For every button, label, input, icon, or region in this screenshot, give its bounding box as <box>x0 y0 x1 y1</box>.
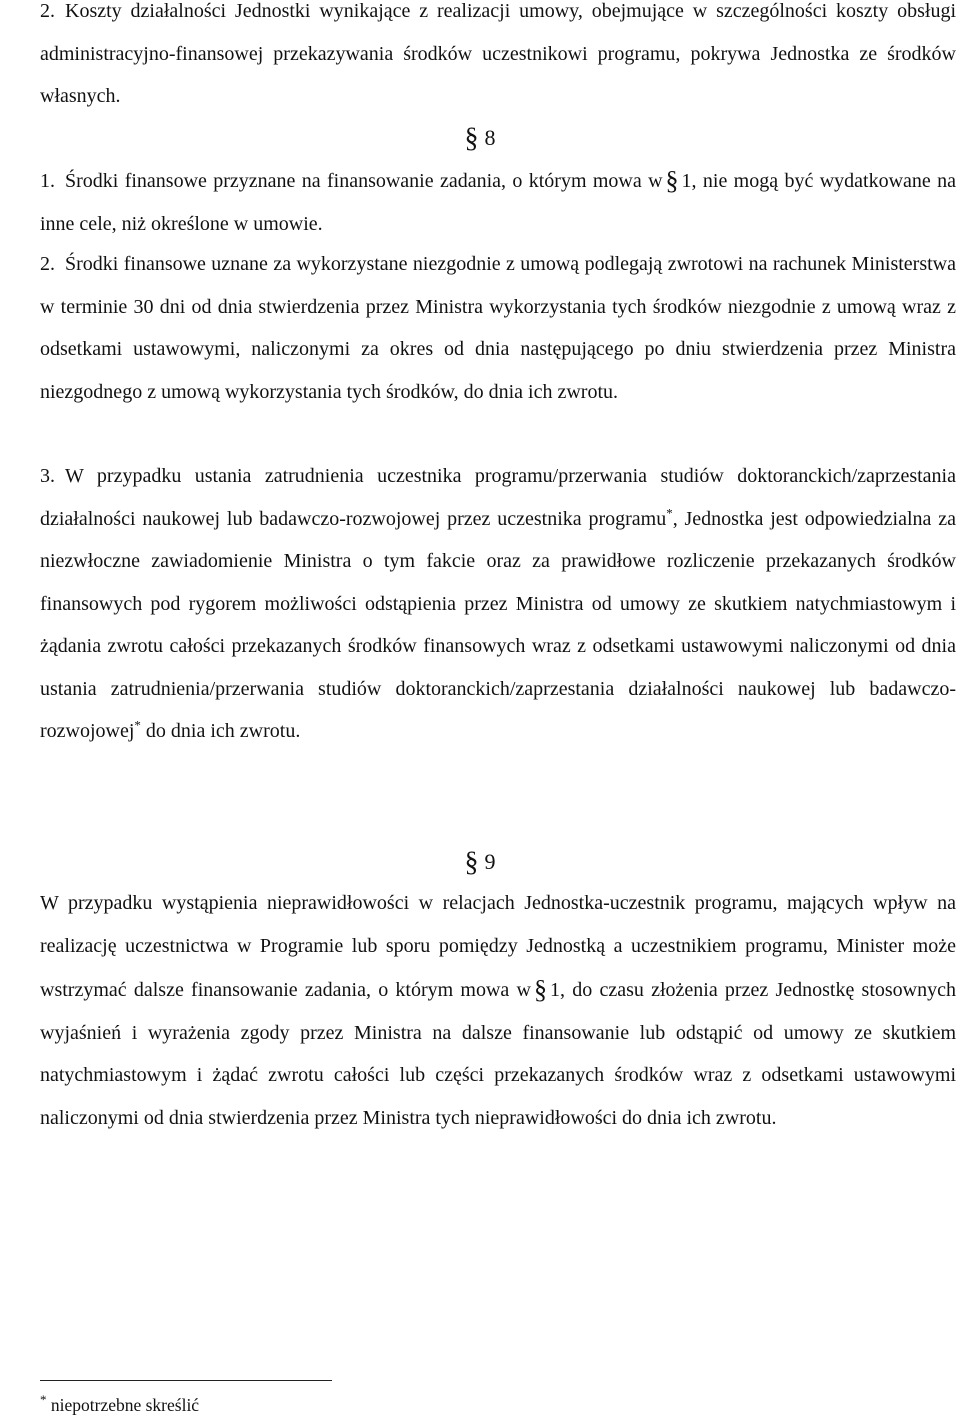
paragraph-text-b: , Jednostka jest odpowiedzialna za niezwłoczne zawiadomienie Ministra o tym fakcie oraz za prawidłowe rozliczenie przekazanych środków finansowych pod rygorem możliwości odstąpienia przez Ministra od umowy ze skutkiem natychmiastowym i żądania zwrotu całości przekazanych środków finansowych wraz z odsetkami ustawowymi naliczonymi od dnia ustania zatrudnienia/przerwania studiów doktoranckich/zaprzestania działalności naukowej lub badawczo-rozwojowej <box>40 507 956 742</box>
footnote <box>40 1393 199 1417</box>
footnote-separator <box>40 1380 332 1381</box>
paragraph-number: 2. <box>40 0 55 22</box>
paragraph-text-c: do dnia ich zwrotu. <box>140 720 301 742</box>
footnote-text: niepotrzebne skreślić <box>50 1395 200 1415</box>
section-9-heading <box>0 846 960 877</box>
paragraph-text-a: Środki finansowe przyznane na finansowanie zadania, o którym mowa w <box>65 170 663 192</box>
paragraph-number: 1. <box>40 170 55 192</box>
paragraph-number: 3. <box>40 465 55 487</box>
paragraph-text-b: 1, do czasu złożenia przez Jednostkę stosownych wyjaśnień i wyrażenia zgody przez Ministra na dalsze finansowanie lub odstąpić od umowy ze skutkiem natychmiastowym i żądać zwrotu całości lub części przekazanych środków wraz z odsetkami ustawowymi naliczonymi od dnia stwierdzenia przez Ministra tych nieprawidłowości do dnia ich zwrotu. <box>40 979 956 1129</box>
paragraph-2-costs <box>40 0 956 118</box>
footnote-marker: * <box>134 717 141 733</box>
paragraph-8-2 <box>40 243 956 413</box>
paragraph-text: Koszty działalności Jednostki wynikające z realizacji umowy, obejmujące w szczególności koszty obsługi administracyjno-finansowej przekazywania środków uczestnikowi programu, pokrywa Jednostka ze środków własnych. <box>40 0 956 107</box>
paragraph-number: 2. <box>40 253 55 275</box>
section-symbol: § <box>533 975 547 1004</box>
section-number: 9 <box>484 849 496 874</box>
paragraph-text: Środki finansowe uznane za wykorzystane niezgodnie z umową podlegają zwrotowi na rachunek Ministerstwa w terminie 30 dni od dnia stwierdzenia przez Ministra wykorzystania tych środków niezgodnie z umową wraz z odsetkami ustawowymi, naliczonymi za okres od dnia następującego po dniu stwierdzenia przez Ministra niezgodnego z umową wykorzystania tych środków, do dnia ich zwrotu. <box>40 253 956 403</box>
paragraph-text-a: W przypadku wystąpienia nieprawidłowości w relacjach Jednostka-uczestnik programu, mających wpływ na realizację uczestnictwa w Programie lub sporu pomiędzy Jednostką a uczestnikiem programu, Minister może wstrzymać dalsze finansowanie zadania, o którym mowa w <box>40 892 956 1001</box>
section-symbol: § <box>464 847 479 878</box>
paragraph-text-b: 1, nie mogą być wydatkowane na inne cele, niż określone w umowie. <box>40 170 956 235</box>
footnote-marker: * <box>666 504 673 520</box>
paragraph-8-3 <box>40 455 956 753</box>
section-symbol: § <box>665 166 679 195</box>
section-8-heading <box>0 122 960 153</box>
section-number: 8 <box>484 125 496 150</box>
section-symbol: § <box>464 123 479 154</box>
paragraph-9 <box>40 882 956 1139</box>
footnote-marker: * <box>40 1392 47 1408</box>
paragraph-text-a: W przypadku ustania zatrudnienia uczestnika programu/przerwania studiów doktoranckich/zaprzestania działalności naukowej lub badawczo-rozwojowej przez uczestnika programu <box>40 465 956 530</box>
paragraph-8-1 <box>40 158 956 245</box>
